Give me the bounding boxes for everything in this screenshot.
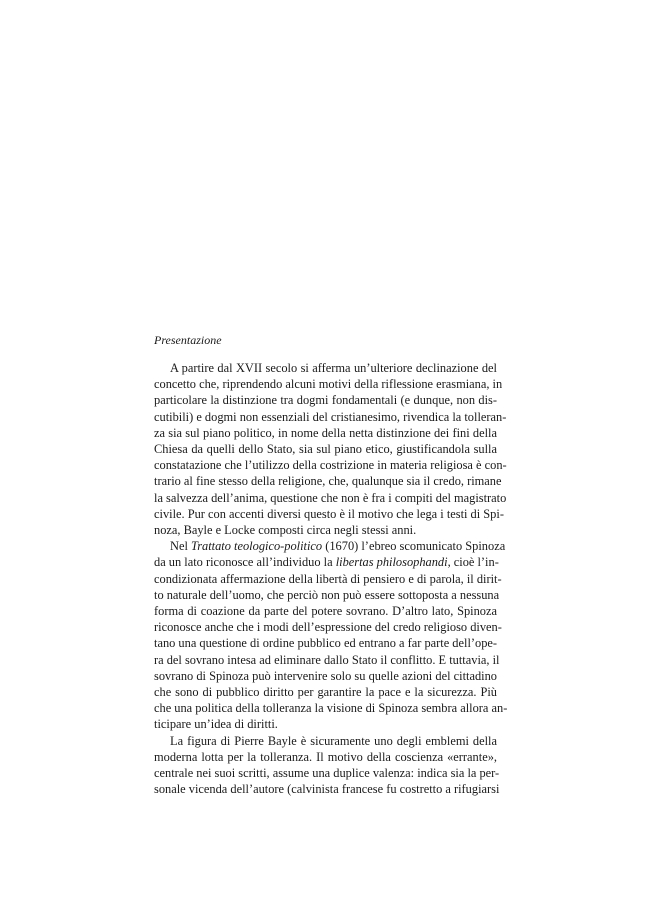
text-line: ra del sovrano intesa ad eliminare dallo Stato il conflitto. E tuttavia, il <box>154 652 500 667</box>
text-line: tano una questione di ordine pubblico ed entrano a far parte dell’ope- <box>154 636 498 651</box>
text-line: cutibili) e dogmi non essenziali del cristianesimo, rivendica la tolleran- <box>154 409 507 424</box>
text-line: riconosce anche che i modi dell’espressione del credo religioso diven- <box>154 620 502 635</box>
text-line: che sono di pubblico diritto per garantire la pace e la sicurezza. Più <box>154 685 497 699</box>
text-line: sovrano di Spinoza può intervenire solo su quelle azioni del cittadino <box>154 668 497 683</box>
text-line: particolare la distinzione tra dogmi fondamentali (e dunque, non dis- <box>154 393 497 408</box>
text-line: che una politica della tolleranza la visione di Spinoza sembra allora an- <box>154 701 508 716</box>
text-line: constatazione che l’utilizzo della costrizione in materia religiosa è con- <box>154 458 507 473</box>
text-line: Chiesa da quelli dello Stato, sia sul piano etico, giustificandola sulla <box>154 442 497 456</box>
text-line: A partire dal XVII secolo si afferma un’ulteriore declinazione del <box>170 361 497 375</box>
text-line: ticipare un’idea di diritti. <box>154 717 278 732</box>
section-heading: Presentazione <box>154 333 222 347</box>
text-line: La figura di Pierre Bayle è sicuramente uno degli emblemi della <box>170 733 497 748</box>
text-line: Nel Trattato teologico-politico (1670) l’ebreo scomunicato Spinoza <box>170 539 506 554</box>
text-line: to naturale dell’uomo, che perciò non può essere sottoposta a nessuna <box>154 587 500 602</box>
text-line: condizionata affermazione della libertà di pensiero e di parola, il dirit- <box>154 571 502 586</box>
text-line: forma di coazione da parte del potere sovrano. D’altro lato, Spinoza <box>154 604 497 618</box>
text-line: moderna lotta per la tolleranza. Il motivo della coscienza «errante», <box>154 749 497 764</box>
text-line: noza, Bayle e Locke composti circa negli stessi anni. <box>154 523 417 537</box>
text-line: centrale nei suoi scritti, assume una duplice valenza: indica sia la per- <box>154 766 500 780</box>
text-line: da un lato riconosce all’individuo la libertas philosophandi, cioè l’in- <box>154 555 499 570</box>
italic-title: Trattato teologico-politico <box>191 539 323 554</box>
text-line: sonale vicenda dell’autore (calvinista francese fu costretto a rifugiarsi <box>154 782 500 797</box>
text-line: za sia sul piano politico, in nome della netta distinzione dei fini della <box>154 425 497 440</box>
text-line: la salvezza dell’anima, questione che non è fra i compiti del magistrato <box>154 490 507 505</box>
text-line: civile. Pur con accenti diversi questo è il motivo che lega i testi di Spi- <box>154 506 504 521</box>
text-line: concetto che, riprendendo alcuni motivi della riflessione erasmiana, in <box>154 377 503 392</box>
italic-title: libertas philosophandi <box>335 555 448 570</box>
text-line: trario al fine stesso della religione, che, qualunque sia il credo, rimane <box>154 474 502 489</box>
